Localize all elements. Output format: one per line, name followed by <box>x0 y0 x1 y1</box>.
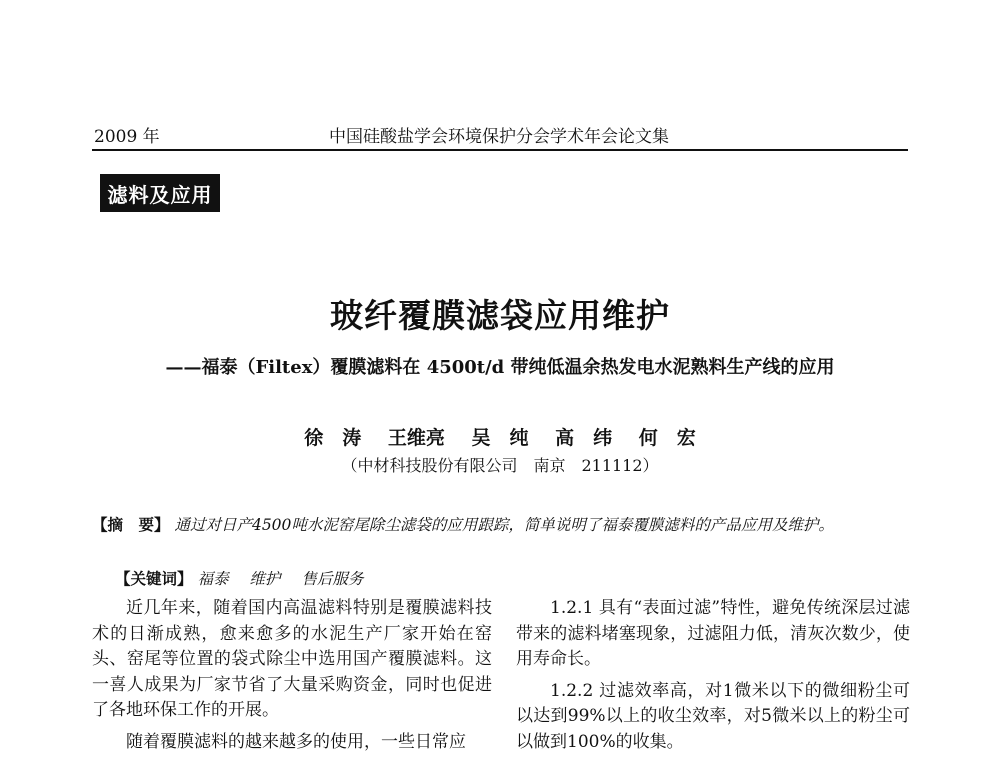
keywords-label: 【关键词】 <box>115 569 193 588</box>
author: 吴 纯 <box>471 427 529 449</box>
keyword: 维护 <box>249 570 281 588</box>
abstract-text: 通过对日产4500吨水泥窑尾除尘滤袋的应用跟踪，简单说明了福泰覆膜滤料的产品应用及维护。 <box>174 516 834 534</box>
affiliation: （中材科技股份有限公司 南京 211112） <box>341 456 659 475</box>
header-journal-title: 中国硅酸盐学会环境保护分会学术年会论文集 <box>329 127 669 147</box>
keywords <box>115 566 910 592</box>
body-paragraph: 随着覆膜滤料的越来越多的使用，一些日常应 <box>126 731 466 752</box>
author: 高 纬 <box>555 427 613 449</box>
author: 王维亮 <box>387 427 445 449</box>
paper-subtitle: ——福泰（Filtex）覆膜滤料在 4500t/d 带纯低温余热发电水泥熟料生产线的应用 <box>165 357 835 378</box>
body-column-right <box>516 596 910 761</box>
keyword: 售后服务 <box>301 570 364 588</box>
abstract <box>92 512 910 538</box>
body-column-left <box>92 596 492 761</box>
body-paragraph: 1.2.2 过滤效率高，对1微米以下的微细粉尘可以达到99%以上的收尘效率，对5微米以上的粉尘可以做到100%的收集。 <box>516 680 910 752</box>
abstract-label: 【摘 要】 <box>92 515 170 534</box>
author-list <box>0 425 1000 451</box>
section-tag: 滤料及应用 <box>100 174 220 212</box>
body-paragraph: 近几年来，随着国内高温滤料特别是覆膜滤料技术的日渐成熟，愈来愈多的水泥生产厂家开始在窑头、窑尾等位置的袋式除尘中选用国产覆膜滤料。这一喜人成果为厂家节省了大量采购资金，同时也促进了各地环保工作的开展。 <box>92 598 492 720</box>
paper-title: 玻纤覆膜滤袋应用维护 <box>330 296 670 335</box>
header-year: 2009 年 <box>94 127 160 147</box>
keyword: 福泰 <box>197 570 229 588</box>
author: 徐 涛 <box>304 427 362 449</box>
body-paragraph: 1.2.1 具有“表面过滤”特性，避免传统深层过滤带来的滤料堵塞现象，过滤阻力低，清灰次数少，使用寿命长。 <box>516 598 910 669</box>
author: 何 宏 <box>638 427 696 449</box>
running-header <box>92 127 908 151</box>
